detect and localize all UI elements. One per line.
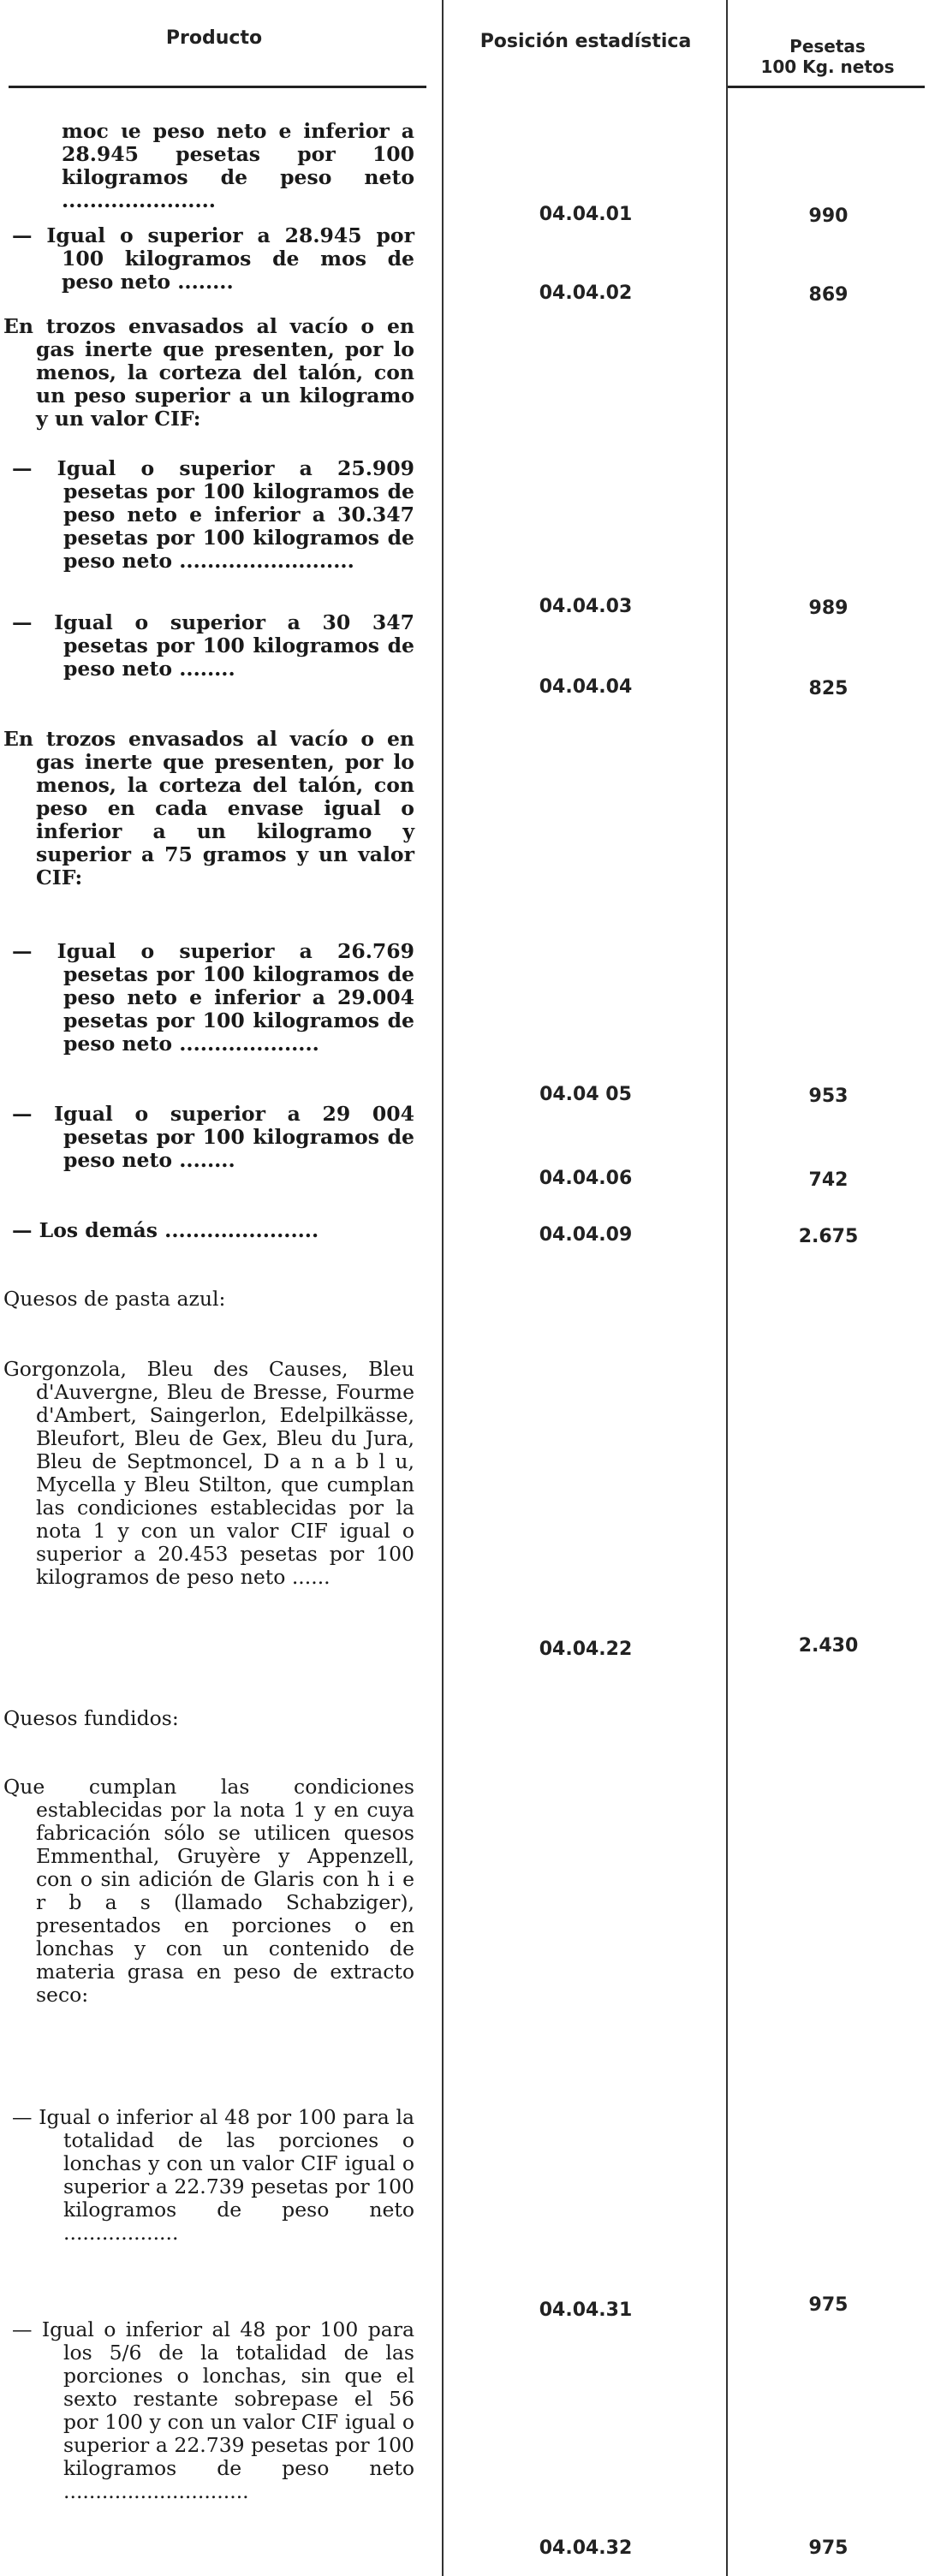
row-description: — Igual o superior a 30 347 pesetas por 100 kilogramos de peso neto ........ (12, 610, 414, 681)
header-posicion-estadistica: Posición estadística (479, 31, 692, 52)
row-description: — Igual o inferior al 48 por 100 para los 5/6 de la totalidad de las porciones o lonchas, sin que el sexto restante sobrepase el 56 por 100 y con un valor CIF igual o superior a 22.739 pesetas por 100 kilogramos de peso neto ............................. (12, 2317, 414, 2503)
row-description: En trozos envasados al vacío o en gas inerte que presenten, por lo menos, la corteza del talón, con peso en cada envase igual o inferior a un kilogramo y superior a 75 gramos y un valor CIF: (3, 727, 414, 889)
row-description: — Igual o superior a 28.945 por 100 kilogramos de mos de peso neto ........ (12, 223, 414, 294)
row-description: En trozos envasados al vacío o en gas inerte que presenten, por lo menos, la corteza del talón, con un peso superior a un kilogramo y un valor CIF: (3, 314, 414, 431)
row-description: — Igual o inferior al 48 por 100 para la totalidad de las porciones o lonchas y con un valor CIF igual o superior a 22.739 pesetas por 100 kilogramos de peso neto .................. (12, 2105, 414, 2245)
row-code: 04.04.02 (539, 283, 633, 304)
row-code: 04.04.32 (539, 2537, 633, 2559)
row-price: 975 (808, 2537, 849, 2559)
row-description: — Igual o superior a 26.769 pesetas por 100 kilogramos de peso neto e inferior a 29.004 pesetas por 100 kilogramos de peso neto .................... (12, 939, 414, 1056)
row-description: — Los demás ...................... (12, 1218, 319, 1242)
row-description: Gorgonzola, Bleu des Causes, Bleu d'Auvergne, Bleu de Bresse, Fourme d'Ambert, Saingerlon, Edelpilkässe, Bleufort, Bleu de Gex, Bleu du Jura, Bleu de Septmoncel, D a n a b l u, Mycella y Bleu Stilton, que cumplan las condiciones establecidas por la nota 1 y con un valor CIF igual o superior a 20.453 pesetas por 100 kilogramos de peso neto ...... (3, 1357, 414, 1589)
row-description: — Igual o superior a 29 004 pesetas por 100 kilogramos de peso neto ........ (12, 1102, 414, 1172)
header-rule-right (728, 86, 925, 88)
row-price: 742 (808, 1169, 849, 1191)
header-pesetas-line2: 100 Kg. netos (760, 57, 895, 77)
row-price: 869 (808, 284, 849, 306)
row-price: 975 (808, 2294, 849, 2316)
row-code: 04.04.04 (539, 676, 633, 698)
header-pesetas-line1: Pesetas (789, 36, 866, 57)
row-code: 04.04.31 (539, 2299, 633, 2321)
column-divider-1 (442, 0, 444, 2576)
row-price: 990 (808, 205, 849, 227)
row-code: 04.04.06 (539, 1168, 633, 1189)
row-description: — Igual o superior a 25.909 pesetas por 100 kilogramos de peso neto e inferior a 30.347 pesetas por 100 kilogramos de peso neto ......................... (12, 456, 414, 573)
section-heading-quesos-fundidos: Quesos fundidos: (3, 1706, 179, 1730)
header-rule-left (9, 86, 426, 88)
row-code: 04.04.09 (539, 1224, 633, 1246)
row-description: Que cumplan las condiciones establecidas por la nota 1 y en cuya fabricación sólo se utilicen quesos Emmenthal, Gruyère y Appenzell, con o sin adición de Glaris con h i e r b a s (llamado Schabziger), presentados en porciones o en lonchas y con un contenido de materia grasa en peso de extracto seco: (3, 1775, 414, 2007)
row-price: 2.430 (798, 1635, 859, 1657)
row-price: 953 (808, 1086, 849, 1107)
header-producto: Producto (165, 27, 263, 49)
row-code: 04.04.03 (539, 596, 633, 617)
row-code: 04.04.01 (539, 204, 633, 225)
row-code: 04.04.22 (539, 1639, 633, 1660)
row-code: 04.04 05 (539, 1084, 632, 1105)
row-price: 2.675 (798, 1226, 859, 1247)
row-description: moc ɩe peso neto e inferior a 28.945 pesetas por 100 kilogramos de peso neto ...................... (62, 119, 414, 212)
section-heading-quesos-pasta-azul: Quesos de pasta azul: (3, 1287, 226, 1311)
row-price: 989 (808, 598, 849, 619)
row-price: 825 (808, 678, 849, 699)
column-divider-2 (726, 0, 728, 2576)
